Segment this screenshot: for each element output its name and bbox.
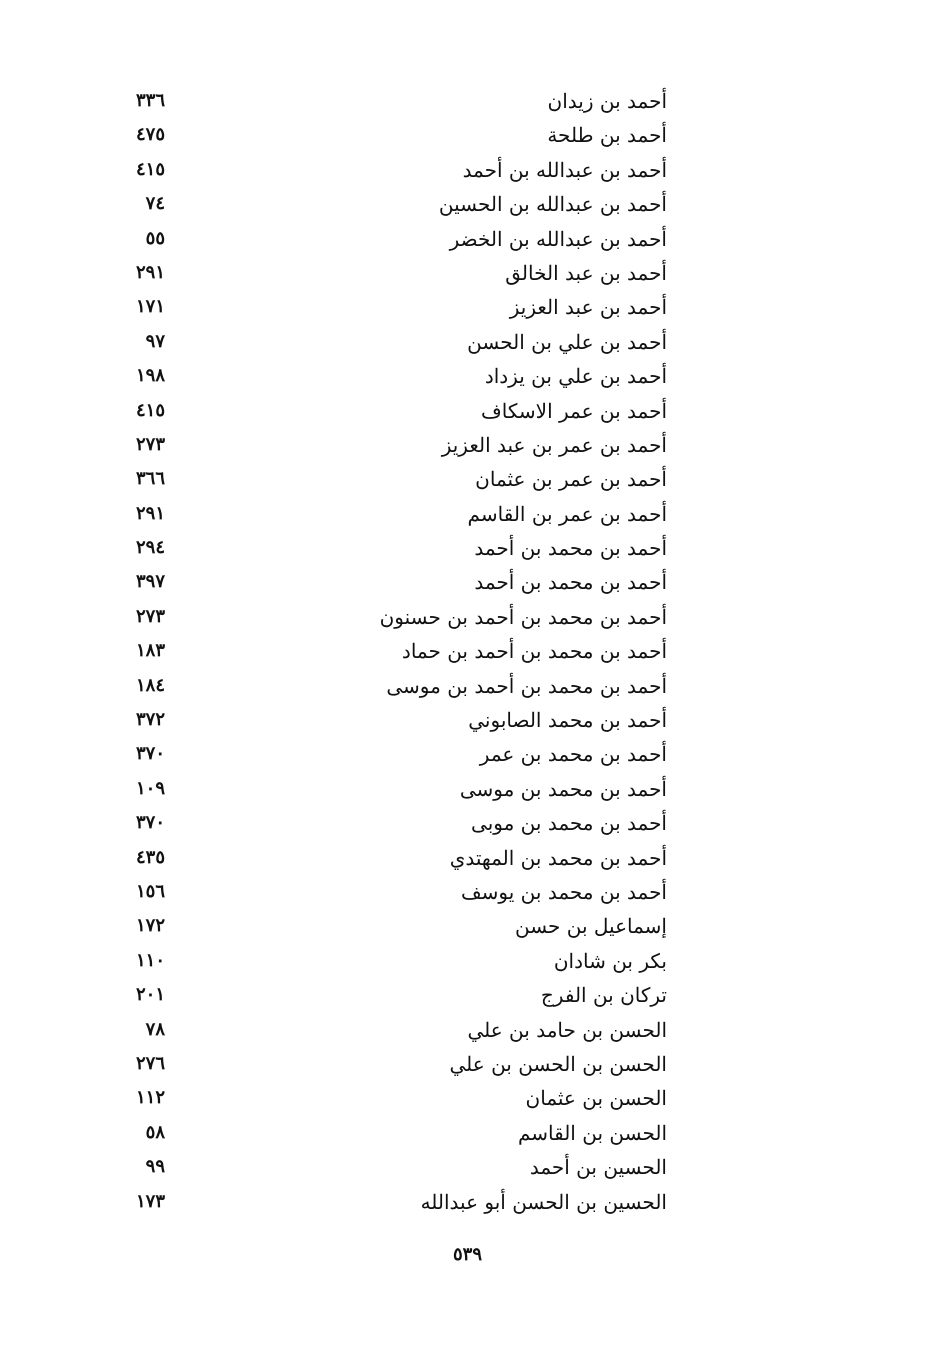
index-entry bbox=[0, 772, 935, 806]
entry-page-number: ٥٨ bbox=[145, 1121, 165, 1143]
entry-page-number: ٣٦٦ bbox=[135, 468, 165, 490]
entry-name: تركان بن الفرج bbox=[540, 983, 667, 1008]
entry-name: أحمد بن محمد الصابوني bbox=[468, 708, 667, 733]
index-entry bbox=[0, 394, 935, 428]
index-entry bbox=[0, 118, 935, 152]
index-entry bbox=[0, 462, 935, 496]
entry-page-number: ١٧٣ bbox=[135, 1190, 165, 1212]
entry-name: أحمد بن محمد بن أحمد بن موسى bbox=[386, 673, 667, 698]
entry-page-number: ٢٧٦ bbox=[135, 1052, 165, 1074]
entry-name: أحمد بن محمد بن أحمد بن حسنون bbox=[379, 604, 667, 629]
index-entry bbox=[0, 806, 935, 840]
index-entry bbox=[0, 875, 935, 909]
index-entry bbox=[0, 290, 935, 324]
entry-page-number: ١٠٩ bbox=[135, 777, 165, 799]
entry-page-number: ١٨٤ bbox=[135, 674, 165, 696]
index-entry bbox=[0, 187, 935, 221]
entry-page-number: ٢٩١ bbox=[135, 261, 165, 283]
entry-page-number: ٤٣٥ bbox=[135, 846, 165, 868]
entry-page-number: ٣٧٢ bbox=[135, 709, 165, 731]
index-entry bbox=[0, 325, 935, 359]
index-entry bbox=[0, 531, 935, 565]
index-entry bbox=[0, 1185, 935, 1219]
index-entry bbox=[0, 669, 935, 703]
entry-name: أحمد بن طلحة bbox=[547, 123, 667, 148]
entry-page-number: ١٧١ bbox=[135, 296, 165, 318]
entry-name: أحمد بن محمد بن موبى bbox=[471, 811, 667, 836]
index-entry bbox=[0, 737, 935, 771]
entry-page-number: ٣٧٠ bbox=[135, 812, 165, 834]
entry-name: أحمد بن عبدالله بن أحمد bbox=[462, 157, 667, 182]
entry-name: الحسن بن عثمان bbox=[525, 1086, 667, 1111]
entry-name: أحمد بن محمد بن المهتدي bbox=[449, 845, 667, 870]
entry-name: أحمد بن محمد بن أحمد bbox=[474, 570, 667, 595]
entry-name: أحمد بن عبد العزيز bbox=[509, 295, 667, 320]
entry-page-number: ٢٠١ bbox=[135, 984, 165, 1006]
entry-page-number: ٤٧٥ bbox=[135, 124, 165, 146]
entry-name: أحمد بن محمد بن يوسف bbox=[460, 879, 667, 904]
index-list bbox=[0, 84, 935, 1219]
entry-page-number: ١٧٢ bbox=[135, 915, 165, 937]
entry-name: أحمد بن عبدالله بن الخضر bbox=[449, 226, 667, 251]
index-entry bbox=[0, 841, 935, 875]
index-entry bbox=[0, 600, 935, 634]
index-entry bbox=[0, 703, 935, 737]
entry-page-number: ٩٩ bbox=[145, 1156, 165, 1178]
index-entry bbox=[0, 256, 935, 290]
index-entry bbox=[0, 222, 935, 256]
entry-name: إسماعيل بن حسن bbox=[514, 914, 667, 939]
entry-name: أحمد بن محمد بن أحمد bbox=[474, 536, 667, 561]
entry-page-number: ١٨٣ bbox=[135, 640, 165, 662]
entry-page-number: ٣٩٧ bbox=[135, 571, 165, 593]
index-entry bbox=[0, 359, 935, 393]
entry-page-number: ٧٨ bbox=[145, 1018, 165, 1040]
index-entry bbox=[0, 153, 935, 187]
entry-name: بكر بن شادان bbox=[553, 948, 667, 973]
entry-name: الحسن بن القاسم bbox=[517, 1120, 667, 1145]
index-entry bbox=[0, 84, 935, 118]
entry-name: أحمد بن عمر الاسكاف bbox=[481, 398, 667, 423]
index-entry bbox=[0, 1013, 935, 1047]
index-entry bbox=[0, 1116, 935, 1150]
entry-page-number: ٢٩١ bbox=[135, 502, 165, 524]
entry-name: أحمد بن عبد الخالق bbox=[505, 260, 667, 285]
entry-page-number: ١٩٨ bbox=[135, 365, 165, 387]
entry-page-number: ٤١٥ bbox=[135, 399, 165, 421]
entry-name: الحسين بن أحمد bbox=[529, 1155, 667, 1180]
entry-page-number: ٧٤ bbox=[145, 193, 165, 215]
entry-page-number: ٤١٥ bbox=[135, 158, 165, 180]
index-entry bbox=[0, 1047, 935, 1081]
index-entry bbox=[0, 1150, 935, 1184]
index-entry bbox=[0, 1081, 935, 1115]
index-entry bbox=[0, 565, 935, 599]
index-entry bbox=[0, 497, 935, 531]
entry-name: أحمد بن محمد بن عمر bbox=[479, 742, 667, 767]
entry-name: أحمد بن عبدالله بن الحسين bbox=[438, 192, 667, 217]
entry-name: أحمد بن زيدان bbox=[547, 89, 667, 113]
index-entry bbox=[0, 944, 935, 978]
entry-page-number: ٩٧ bbox=[145, 330, 165, 352]
entry-name: الحسين بن الحسن أبو عبدالله bbox=[420, 1189, 667, 1214]
entry-name: أحمد بن عمر بن عبد العزيز bbox=[441, 432, 667, 457]
page-number: ٥٣٩ bbox=[452, 1244, 482, 1265]
entry-page-number: ٢٩٤ bbox=[135, 537, 165, 559]
entry-name: أحمد بن محمد بن أحمد بن حماد bbox=[401, 639, 667, 664]
entry-page-number: ١٥٦ bbox=[135, 880, 165, 902]
index-entry bbox=[0, 634, 935, 668]
entry-page-number: ٣٣٦ bbox=[135, 90, 165, 111]
index-entry bbox=[0, 978, 935, 1012]
entry-name: الحسن بن الحسن بن علي bbox=[449, 1051, 667, 1076]
entry-name: أحمد بن علي بن يزداد bbox=[484, 364, 667, 389]
index-entry bbox=[0, 428, 935, 462]
entry-page-number: ١١٠ bbox=[135, 949, 165, 971]
entry-name: أحمد بن عمر بن عثمان bbox=[475, 467, 667, 492]
entry-name: أحمد بن محمد بن موسى bbox=[459, 776, 667, 801]
entry-name: الحسن بن حامد بن علي bbox=[467, 1017, 667, 1042]
entry-page-number: ٢٧٣ bbox=[135, 433, 165, 455]
entry-page-number: ٢٧٣ bbox=[135, 605, 165, 627]
entry-name: أحمد بن عمر بن القاسم bbox=[467, 501, 667, 526]
entry-name: أحمد بن علي بن الحسن bbox=[467, 329, 667, 354]
index-entry bbox=[0, 909, 935, 943]
entry-page-number: ١١٢ bbox=[135, 1087, 165, 1109]
entry-page-number: ٣٧٠ bbox=[135, 743, 165, 765]
entry-page-number: ٥٥ bbox=[145, 227, 165, 249]
